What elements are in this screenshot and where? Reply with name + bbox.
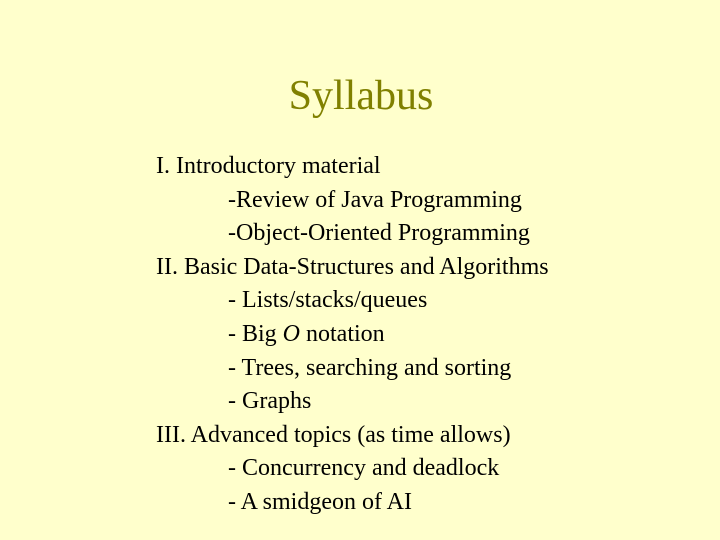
topic-lists-stacks-queues: - Lists/stacks/queues <box>228 287 428 314</box>
topic-object-oriented: -Object-Oriented Programming <box>228 220 530 247</box>
big-o-letter: O <box>282 320 301 347</box>
section-heading-introductory: I. Introductory material <box>156 153 381 179</box>
section-heading-advanced: III. Advanced topics (as time allows) <box>156 421 511 448</box>
section-heading-data-structures: II. Basic Data-Structures and Algorithms <box>156 253 549 280</box>
topic-smidgeon-ai: - A smidgeon of AI <box>228 488 412 515</box>
big-o-suffix: notation <box>300 320 385 347</box>
syllabus-outline <box>156 150 549 520</box>
topic-graphs: - Graphs <box>228 388 312 415</box>
topic-concurrency-deadlock: - Concurrency and deadlock <box>228 455 500 482</box>
slide-title: Syllabus <box>288 73 434 119</box>
topic-review-java: -Review of Java Programming <box>228 186 522 213</box>
topic-trees-searching-sorting: - Trees, searching and sorting <box>228 354 512 381</box>
topic-big-o-notation <box>156 318 549 352</box>
big-o-prefix: - Big <box>228 320 283 347</box>
